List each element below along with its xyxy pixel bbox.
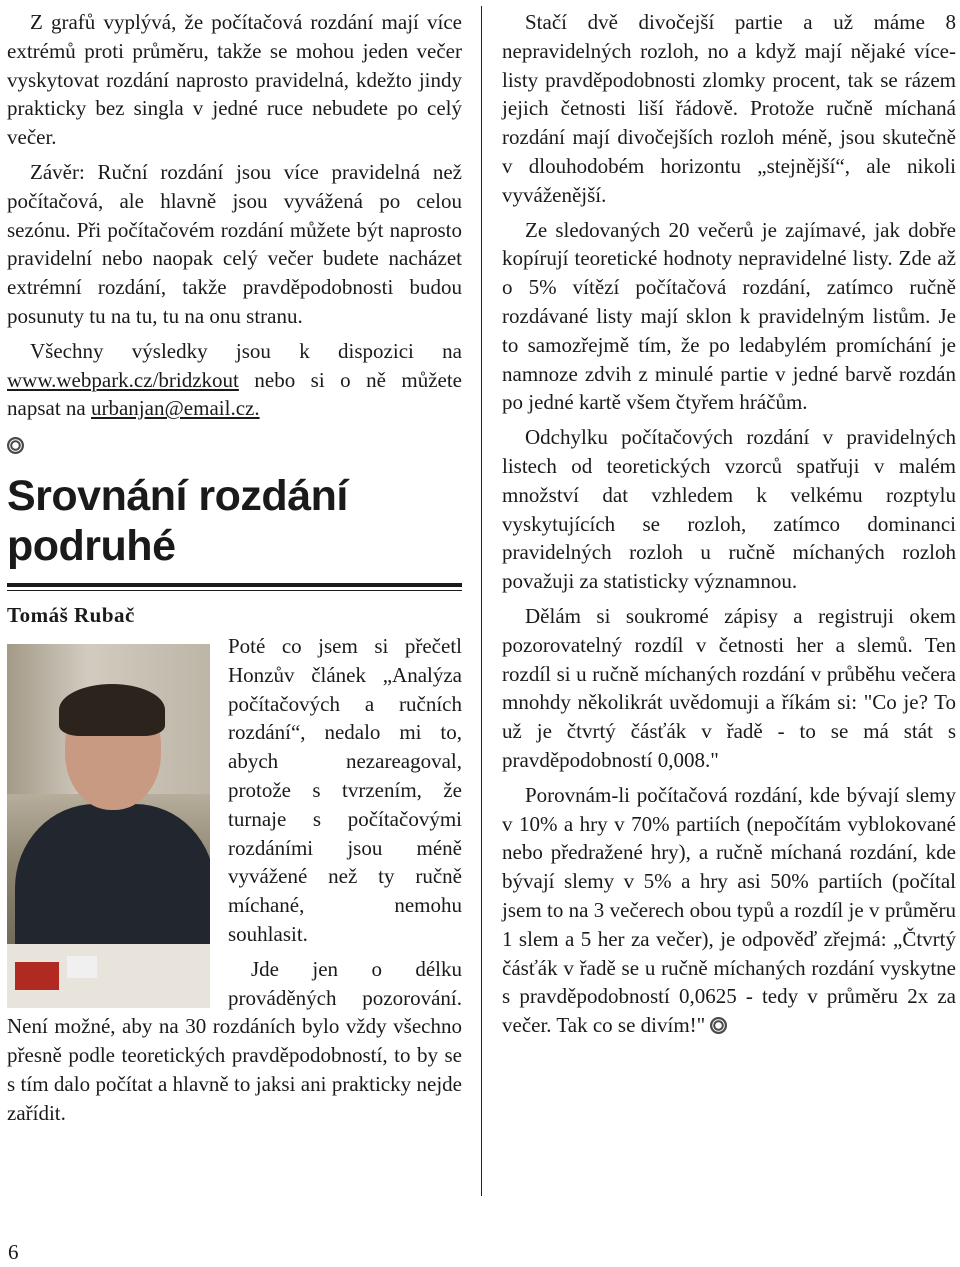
text-run: nebo si o ně můžete napsat na xyxy=(7,367,463,421)
title-rule-thin xyxy=(7,590,462,591)
paragraph: Stačí dvě divočejší partie a už máme 8 nepravidelných rozloh, no a když mají nějaké více-listy pravděpodobnosti zlomky procent, tak se rázem jejich četnosti liší řádově. Protože ručně míchaná rozdání mají divočejších rozloh méně, jsou skutečně v dlouhodobém horizontu „stejnější“, ale nikoli vyváženější. xyxy=(502,10,956,207)
column-divider xyxy=(481,6,482,1196)
text-run: Porovnám-li počítačová rozdání, kde bývají slemy v 10% a hry v 70% partiích (nepočítám vyblokované nebo předražené hry), a ručně míchaná rozdání, kde bývají slemy v 5% a hry asi 50% partiích (počítal jsem to na 3 večerech obou typů a rozdíl je v průměru 1 slem a 5 her za večer), je odpověď zřejmá: „Čtvrtý čásťák v řadě se u ručně míchaných rozdání vyskytne s pravděpodobností 0,0625 - tedy v průměru 2x za večer. Tak co se divím!" xyxy=(502,782,956,1038)
article-title-line1: Srovnání rozdání xyxy=(7,472,348,521)
title-rule xyxy=(7,583,462,591)
flower-ornament-icon xyxy=(710,1017,727,1034)
paragraph: Z grafů vyplývá, že počítačová rozdání mají více extrémů proti průměru, takže se mohou jeden večer vyskytovat rozdání naprosto pravidelná, kdežto jindy prakticky bez singla v jedné ruce nebudete po celý večer. xyxy=(7,10,462,150)
left-column xyxy=(7,8,462,1128)
paragraph: Poté co jsem si přečetl Honzův článek „Analýza počítačových a ručních rozdání“, nedalo mi to, abych nezareagoval, protože s tvrzením, že turnaje s počítačovými rozdáními jsou méně vyvážené než ty ručně míchané, nemohu souhlasit. xyxy=(228,633,462,946)
flower-ornament-icon xyxy=(7,437,24,454)
link-email[interactable]: urbanjan@email.cz. xyxy=(90,396,260,421)
paragraph xyxy=(7,337,462,423)
paragraph: Dělám si soukromé zápisy a registruji okem pozorovatelný rozdíl v četnosti her a slemů. Ten rozdíl si u ručně míchaných rozdání v průběhu večera mnohdy několikrát uvědomuji a říkám si: "Co je? To už je čtvrtý čásťák v řadě - to se má stát s pravděpodobností 0,008." xyxy=(502,603,956,772)
text-run: Všechny výsledky jsou k dispozici na xyxy=(30,338,462,363)
paragraph: Závěr: Ruční rozdání jsou více pravidelná než počítačová, ale hlavně jsou vyvážená po celou sezónu. Při počítačovém rozdání můžete být naprosto pravidelní nebo naopak celý večer budete nacházet extrémní rozdání, takže pravděpodobnosti budou posunuty tu na tu, tu na onu stranu. xyxy=(7,159,462,328)
paragraph: Odchylku počítačových rozdání v pravidelných listech od teoretických vzorců spatřuji v malém množství dat vzhledem k velkému rozptylu vyskytujících se rozloh, zatímco dominanci pravidelných rozloh u ručně míchaných rozloh považuji za statisticky významnou. xyxy=(502,425,956,594)
right-column xyxy=(502,8,956,1040)
title-rule-thick xyxy=(7,583,462,587)
page-number: 6 xyxy=(8,1240,19,1264)
author-photo xyxy=(7,644,210,1008)
paragraph: Ze sledovaných 20 večerů je zajímavé, jak dobře kopírují teoretické hodnoty nepravidelné listy. Zde až o 5% vítězí počítačová rozdání, zatímco ručně rozdávané listy mají sklon k pravidelným listům. Je to samozřejmě tím, že po ledabylém promíchání je namnoze zdvih z minulé partie v jedné barvě rozdán po jedné kartě všem čtyřem hráčům. xyxy=(502,217,956,415)
article-title xyxy=(7,471,462,571)
link-webpark[interactable]: www.webpark.cz/bridzkout xyxy=(7,367,239,392)
section-end-ornament xyxy=(7,431,462,453)
paragraph xyxy=(502,781,956,1040)
paragraph: Jde jen o délku prováděných pozorování. Není možné, aby na 30 rozdáních bylo vždy všechno přesně podle teoretických pravděpodobností, to by se s tím dalo počítat a hlavně to jaksi ani prakticky nejde zařídit. xyxy=(7,956,462,1125)
article-title-line2: podruhé xyxy=(7,522,176,571)
author-name: Tomáš Rubač xyxy=(7,603,135,628)
